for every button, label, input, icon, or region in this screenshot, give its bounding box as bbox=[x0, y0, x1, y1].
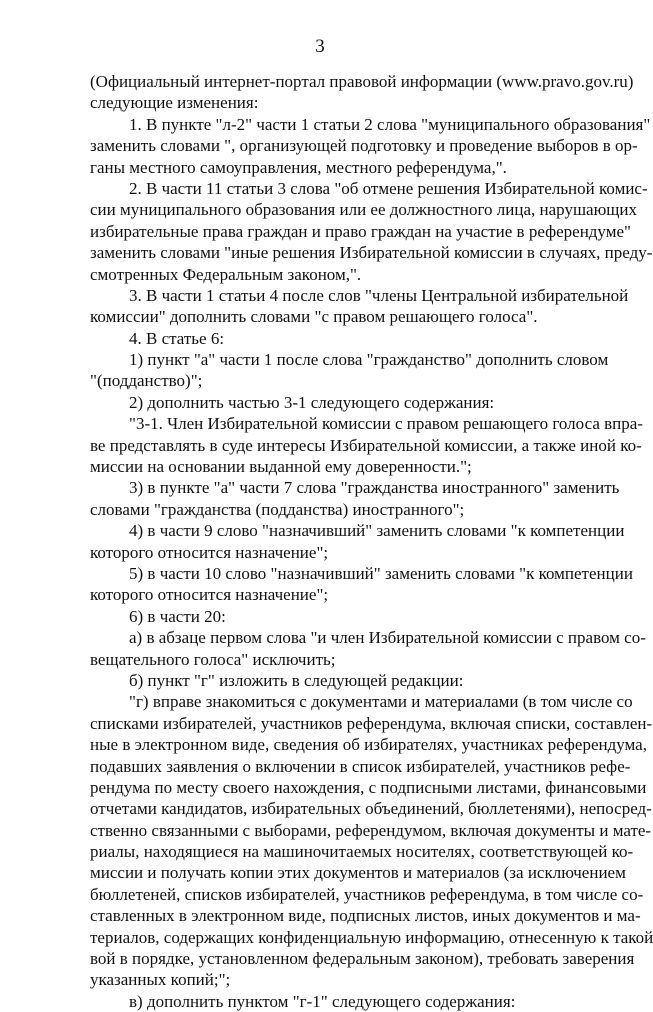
text-line: которого относится назначение"; bbox=[90, 585, 329, 605]
text-line: списками избирателей, участников референдума, включая списки, составлен- bbox=[90, 713, 653, 733]
text-line: ственно связанными с выборами, референдумом, включая документы и мате- bbox=[90, 820, 652, 840]
text-line: рендума по месту своего нахождения, с подписными листами, финансовыми bbox=[90, 777, 647, 797]
text-line: "(подданство)"; bbox=[90, 371, 203, 391]
text-line: бюллетеней, списков избирателей, участников референдума, в том числе со- bbox=[90, 884, 644, 904]
text-line: которого относится назначение"; bbox=[90, 542, 329, 562]
text-line: 1) пункт "а" части 1 после слова "гражданство" дополнить словом bbox=[129, 350, 609, 370]
text-line: сии муниципального образования или ее должностного лица, нарушающих bbox=[90, 200, 637, 220]
text-line: миссии и получать копии этих документов и материалов (за исключением bbox=[90, 863, 626, 883]
text-line: указанных копий;"; bbox=[90, 970, 231, 990]
text-line: 1. В пункте "л-2" части 1 статьи 2 слова "муниципального образования" bbox=[129, 114, 651, 134]
text-line: миссии на основании выданной ему доверенности."; bbox=[90, 457, 472, 477]
text-line: следующие изменения: bbox=[90, 93, 259, 113]
text-line: 2. В части 11 статьи 3 слова "об отмене решения Избирательной комис- bbox=[129, 178, 648, 198]
text-line: вещательного голоса" исключить; bbox=[90, 649, 336, 669]
text-line: ставленных в электронном виде, подписных листов, иных документов и ма- bbox=[90, 906, 641, 926]
text-line: 6) в части 20: bbox=[129, 606, 226, 626]
text-line: а) в абзаце первом слова "и член Избирательной комиссии с правом со- bbox=[129, 628, 646, 648]
text-line: заменить словами ", организующей подготовку и проведение выборов в ор- bbox=[90, 136, 638, 156]
text-line: "г) вправе знакомиться с документами и материалами (в том числе со bbox=[129, 692, 633, 712]
text-line: заменить словами "иные решения Избирательной комиссии в случаях, преду- bbox=[90, 243, 653, 263]
text-line: вой в порядке, установленном федеральным законом), требовать заверения bbox=[90, 949, 635, 969]
text-line: ные в электронном виде, сведения об избирателях, участниках референдума, bbox=[90, 735, 647, 755]
text-line: 2) дополнить частью 3-1 следующего содержания: bbox=[129, 392, 495, 412]
document-body bbox=[90, 71, 653, 1012]
text-line: 4. В статье 6: bbox=[129, 328, 225, 348]
page-number: 3 bbox=[315, 36, 325, 57]
text-line: смотренных Федеральным законом,". bbox=[90, 264, 362, 284]
text-line: 3. В части 1 статьи 4 после слов "члены Центральной избирательной bbox=[129, 285, 629, 305]
text-line: ве представлять в суде интересы Избирательной комиссии, а также иной ко- bbox=[90, 435, 642, 455]
text-line: б) пункт "г" изложить в следующей редакции: bbox=[129, 670, 464, 690]
text-line: отчетами кандидатов, избирательных объединений, бюллетенями), непосред- bbox=[90, 799, 652, 819]
text-line: териалов, содержащих конфиденциальную информацию, отнесенную к такой bbox=[90, 927, 653, 947]
text-line: (Официальный интернет-портал правовой информации (www.pravo.gov.ru) bbox=[90, 72, 634, 91]
text-line: подавших заявления о включении в список избирателей, участников рефе- bbox=[90, 756, 631, 776]
text-line: комиссии" дополнить словами "с правом решающего голоса". bbox=[90, 307, 538, 327]
text-line: 5) в части 10 слово "назначивший" заменить словами "к компетенции bbox=[129, 563, 633, 583]
text-line: 3) в пункте "а" части 7 слова "гражданства иностранного" заменить bbox=[129, 478, 620, 498]
text-line: ганы местного самоуправления, местного референдума,". bbox=[90, 157, 507, 177]
text-line: словами "гражданства (подданства) иностранного"; bbox=[90, 499, 465, 519]
text-line: в) дополнить пунктом "г-1" следующего содержания: bbox=[129, 991, 516, 1011]
text-line: риалы, находящиеся на машиночитаемых носителях, соответствующей ко- bbox=[90, 842, 634, 862]
text-line: 4) в части 9 слово "назначивший" заменить словами "к компетенции bbox=[129, 521, 625, 541]
text-line: избирательные права граждан и право граждан на участие в референдуме" bbox=[90, 221, 631, 241]
text-line: "3-1. Член Избирательной комиссии с правом решающего голоса впра- bbox=[129, 414, 643, 434]
